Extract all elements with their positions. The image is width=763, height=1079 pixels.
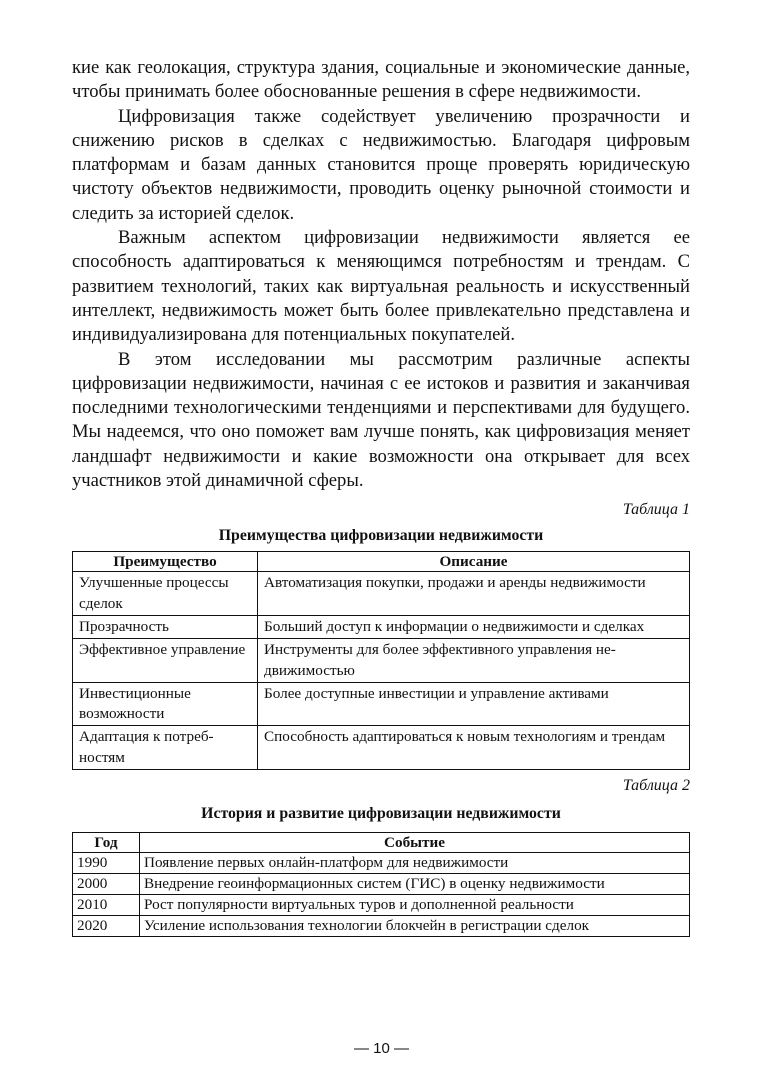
table-cell: Улучшенные процессы сделок bbox=[73, 572, 258, 616]
table-row bbox=[73, 895, 690, 916]
paragraph-2: Цифровизация также содействует увеличению прозрачности и снижению рисков в сделках с недвижимостью. Благодаря цифровым платформам и базам данных становится проще проверять юридическую чистоту объектов недвижимости, проводить оценку рыночной стоимости и следить за историей сделок. bbox=[72, 105, 690, 224]
table-row bbox=[73, 853, 690, 874]
table-row bbox=[73, 874, 690, 895]
table-header-cell: Описание bbox=[258, 552, 690, 572]
table-cell: 2000 bbox=[73, 874, 140, 895]
table1-caption: Таблица 1 bbox=[622, 501, 690, 519]
table-header-row bbox=[73, 833, 690, 853]
paragraph-4: В этом исследовании мы рассмотрим различные аспекты цифровизации недвижимости, начиная с ее истоков и развития и заканчивая последними технологическими тенденциями и перспективами для будущего. Мы надеемся, что оно поможет вам лучше понять, как цифровизация меняет ландшафт недвижимости и какие возможности она открывает для всех участников этой динамичной сферы. bbox=[72, 348, 690, 492]
table-cell: Больший доступ к информации о недвижимости и сделках bbox=[258, 615, 690, 638]
table-cell: Появление первых онлайн-платформ для недвижимости bbox=[140, 853, 690, 874]
table-cell: Внедрение геоинформационных систем (ГИС) в оценку недвижимости bbox=[140, 874, 690, 895]
table-cell: Прозрачность bbox=[73, 615, 258, 638]
table-cell: 2020 bbox=[73, 916, 140, 937]
table-cell: 2010 bbox=[73, 895, 140, 916]
table-cell: Усиление использования технологии блокчейн в регистрации сделок bbox=[140, 916, 690, 937]
table-header-cell: Событие bbox=[140, 833, 690, 853]
table-row bbox=[73, 639, 690, 683]
table-row bbox=[73, 726, 690, 770]
table-row bbox=[73, 615, 690, 638]
table-cell: 1990 bbox=[73, 853, 140, 874]
paragraph-1: кие как геолокация, структура здания, социальные и экономические данные, чтобы принимать более обоснованные решения в сфере недвижимости. bbox=[72, 57, 690, 103]
table-row bbox=[73, 572, 690, 616]
table-cell: Эффективное управление bbox=[73, 639, 258, 683]
table-cell: Адаптация к потребностям bbox=[73, 726, 258, 770]
table2-caption: Таблица 2 bbox=[622, 777, 690, 795]
table-header-cell: Преимущество bbox=[73, 552, 258, 572]
table-cell: Рост популярности виртуальных туров и дополненной реальности bbox=[140, 895, 690, 916]
table-cell: Автоматизация покупки, продажи и аренды недвижимости bbox=[258, 572, 690, 616]
page-content bbox=[72, 56, 690, 937]
table-cell: Инструменты для более эффективного управления недвижимостью bbox=[258, 639, 690, 683]
paragraph-3: Важным аспектом цифровизации недвижимости является ее способность адаптироваться к меняющимся потребностям и трендам. С развитием технологий, таких как виртуальная реальность и искусственный интеллект, недвижимость может быть более привлекательно представлена и индивидуализирована для потенциальных покупателей. bbox=[72, 227, 690, 346]
table-header-cell: Год bbox=[73, 833, 140, 853]
table-cell: Инвестиционные возможности bbox=[73, 682, 258, 726]
table-row bbox=[73, 682, 690, 726]
table1-title: Преимущества цифровизации недвижимости bbox=[218, 527, 544, 545]
advantages-table bbox=[72, 551, 690, 770]
table-row bbox=[73, 916, 690, 937]
page-number: — 10 — bbox=[353, 1040, 410, 1057]
table-header-row bbox=[73, 552, 690, 572]
table-cell: Способность адаптироваться к новым технологиям и трендам bbox=[258, 726, 690, 770]
history-table bbox=[72, 832, 690, 937]
table2-title: История и развитие цифровизации недвижимости bbox=[201, 805, 561, 823]
table-cell: Более доступные инвестиции и управление активами bbox=[258, 682, 690, 726]
